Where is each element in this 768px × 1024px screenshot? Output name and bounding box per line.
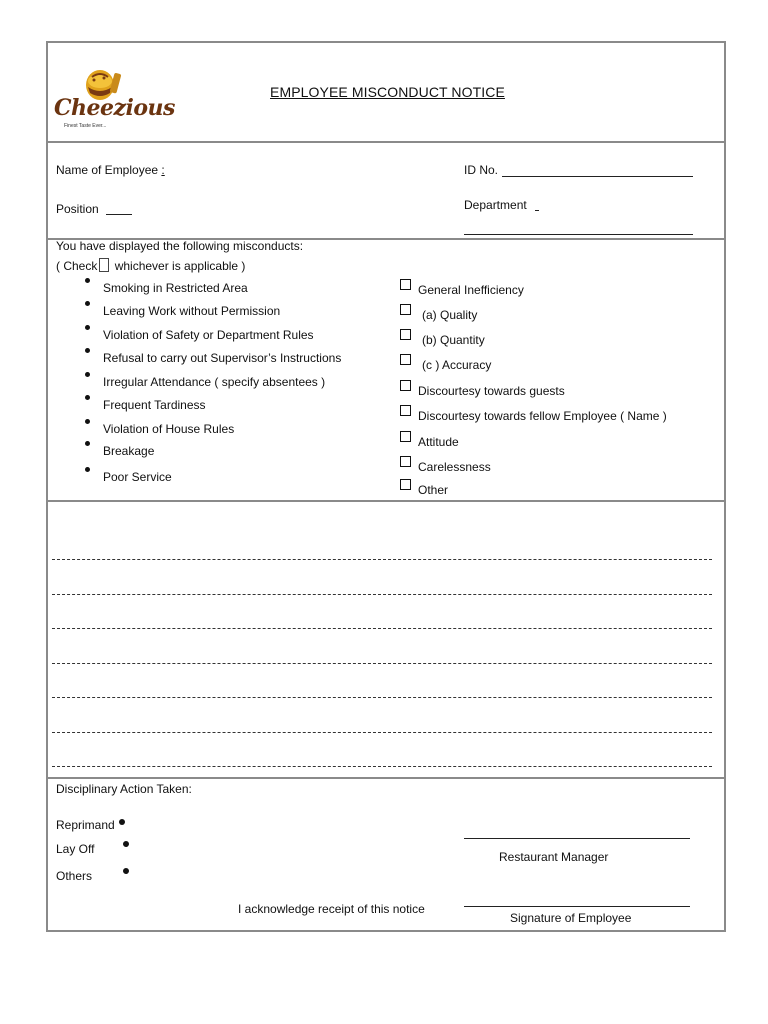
page-title: EMPLOYEE MISCONDUCT NOTICE xyxy=(270,84,505,100)
remarks-line[interactable] xyxy=(52,732,712,733)
logo-wordmark: Cheezious xyxy=(54,95,175,121)
divider xyxy=(48,500,724,502)
misconduct-item: Frequent Tardiness xyxy=(103,398,206,412)
disciplinary-heading: Disciplinary Action Taken: xyxy=(56,782,192,796)
employee-signature-label: Signature of Employee xyxy=(510,911,632,925)
misconduct-checkbox[interactable] xyxy=(400,431,411,442)
misconduct-item: Smoking in Restricted Area xyxy=(103,281,248,295)
check-instruction: ( Check whichever is applicable ) xyxy=(56,259,246,273)
checkbox-label: Attitude xyxy=(418,435,459,449)
position-label: Position xyxy=(56,202,99,216)
remarks-line[interactable] xyxy=(52,594,712,595)
checkbox-label: (a) Quality xyxy=(422,308,478,322)
checkbox-label: Discourtesy towards guests xyxy=(418,384,565,398)
bullet-icon xyxy=(85,419,90,424)
check-box-glyph xyxy=(99,258,109,272)
bullet-icon xyxy=(85,395,90,400)
option-reprimand: Reprimand xyxy=(56,818,115,832)
remarks-line[interactable] xyxy=(52,663,712,664)
bullet-icon xyxy=(85,348,90,353)
misconduct-item: Irregular Attendance ( specify absentees ) xyxy=(103,375,326,389)
department-label: Department xyxy=(464,198,527,212)
checkbox-label: (b) Quantity xyxy=(422,333,485,347)
checkbox-label: Discourtesy towards fellow Employee ( Name ) xyxy=(418,409,667,423)
employee-signature-line[interactable] xyxy=(464,906,690,907)
misconduct-item: Poor Service xyxy=(103,470,172,484)
misconduct-checkbox[interactable] xyxy=(400,479,411,490)
option-others: Others xyxy=(56,869,93,883)
misconduct-checkbox[interactable] xyxy=(400,456,411,467)
misconduct-item: Leaving Work without Permission xyxy=(103,304,281,318)
id-field[interactable] xyxy=(502,176,693,177)
misconduct-item: Violation of Safety or Department Rules xyxy=(103,328,314,342)
misconduct-checkbox[interactable] xyxy=(400,354,411,365)
checkbox-label: Carelessness xyxy=(418,460,491,474)
misconduct-checkbox[interactable] xyxy=(400,405,411,416)
manager-signature-line[interactable] xyxy=(464,838,690,839)
checkbox-label: (c ) Accuracy xyxy=(422,358,492,372)
misconduct-item: Violation of House Rules xyxy=(103,422,235,436)
misconduct-checkbox[interactable] xyxy=(400,304,411,315)
logo-tagline: Finest Taste Ever... xyxy=(64,123,107,129)
misconduct-item: Refusal to carry out Supervisor’s Instructions xyxy=(103,351,342,365)
divider xyxy=(48,777,724,779)
acknowledge-text: I acknowledge receipt of this notice xyxy=(238,902,425,916)
employee-name-label: Name of Employee : xyxy=(56,163,165,177)
department-field-line[interactable] xyxy=(464,234,693,235)
checkbox-label: Other xyxy=(418,483,449,497)
bullet-lay-off[interactable] xyxy=(123,841,129,847)
department-field[interactable] xyxy=(535,210,539,211)
bullet-icon xyxy=(85,467,90,472)
id-label: ID No. xyxy=(464,163,499,177)
manager-label: Restaurant Manager xyxy=(499,850,609,864)
misconduct-notice-form xyxy=(46,41,726,932)
bullet-icon xyxy=(85,301,90,306)
bullet-icon xyxy=(85,372,90,377)
bullet-icon xyxy=(85,278,90,283)
remarks-line[interactable] xyxy=(52,697,712,698)
misconduct-item: Breakage xyxy=(103,444,155,458)
bullet-reprimand[interactable] xyxy=(119,819,125,825)
option-lay-off: Lay Off xyxy=(56,842,95,856)
remarks-line[interactable] xyxy=(52,766,712,767)
misconduct-checkbox[interactable] xyxy=(400,380,411,391)
bullet-icon xyxy=(85,325,90,330)
divider xyxy=(48,141,724,143)
remarks-line[interactable] xyxy=(52,628,712,629)
misconduct-checkbox[interactable] xyxy=(400,279,411,290)
checkbox-label: General Inefficiency xyxy=(418,283,524,297)
position-field[interactable] xyxy=(106,214,132,215)
misconduct-checkbox[interactable] xyxy=(400,329,411,340)
bullet-icon xyxy=(85,441,90,446)
misconduct-intro: You have displayed the following misconducts: xyxy=(56,239,304,253)
bullet-others[interactable] xyxy=(123,868,129,874)
remarks-line[interactable] xyxy=(52,559,712,560)
cheezious-logo xyxy=(54,59,175,135)
